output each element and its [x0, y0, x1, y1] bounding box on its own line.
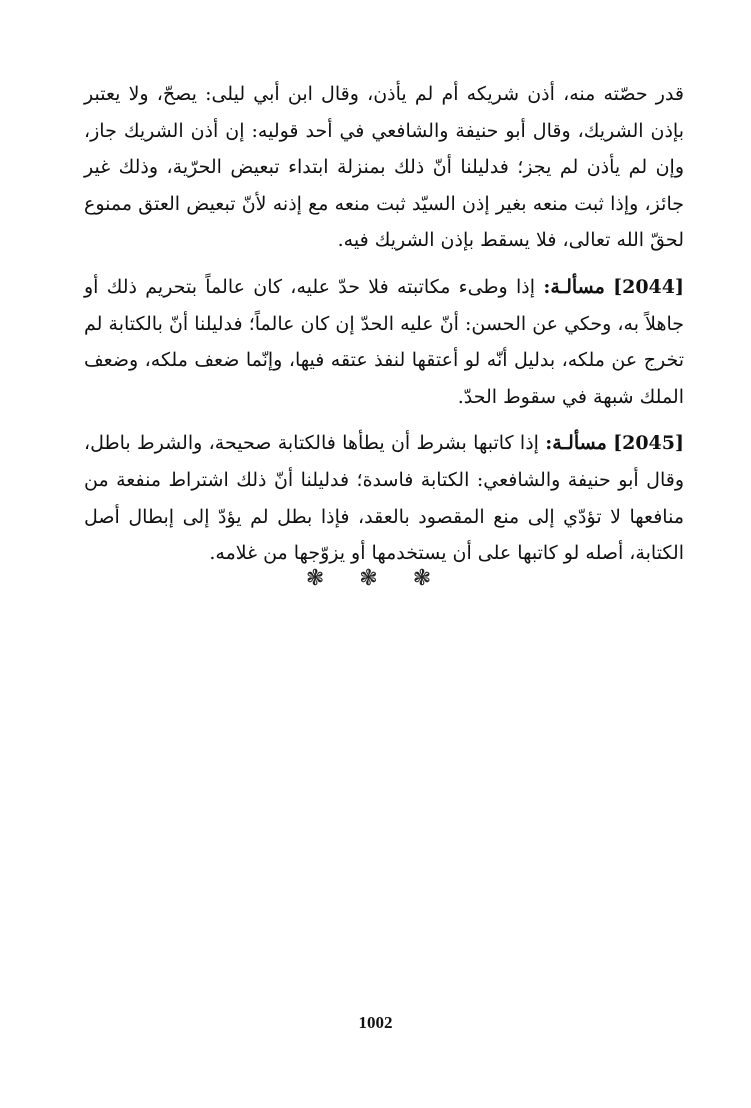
paragraph-issue-2044 — [84, 269, 684, 415]
issue-keyword: مسألـة: — [545, 432, 607, 455]
issue-number: [2044] — [613, 275, 684, 298]
paragraph-continuation — [84, 76, 684, 259]
page-number: 1002 — [358, 1013, 393, 1032]
paragraph-issue-2045 — [84, 425, 684, 571]
paragraph-text: إذا كاتبها بشرط أن يطأها فالكتابة صحيحة، والشرط باطل، وقال أبو حنيفة والشافعي: الكتابة فاسدة؛ فدليلنا أنّ ذلك اشتراط منفعة من منافعها لا تؤدّي إلى منع المقصود بالعقد، فإذا بطل لم يؤدّ إلى إبطال أصل الكتابة، أصله لو كاتبها على أن يستخدمها أو يزوّجها من غلامه. — [84, 432, 684, 565]
issue-keyword: مسألـة: — [543, 275, 605, 298]
paragraph-text: إذا وطىء مكاتبته فلا حدّ عليه، كان عالماً بتحريم ذلك أو جاهلاً به، وحكي عن الحسن: أنّ عليه الحدّ إن كان عالماً؛ فدليلنا أنّ بالكتابة لم تخرج عن ملكه، بدليل أنّه لو أعتقها لنفذ عتقه فيها، وإنّما ضعف ملكه، وضعف الملك شبهة في سقوط الحدّ. — [84, 275, 684, 408]
section-end-ornament-icon: ❃ ❃ ❃ — [305, 566, 446, 591]
page-body — [84, 76, 684, 582]
issue-number: [2045] — [613, 432, 684, 455]
paragraph-text: قدر حصّته منه، أذن شريكه أم لم يأذن، وقال ابن أبي ليلى: يصحّ، ولا يعتبر بإذن الشريك، وقال أبو حنيفة والشافعي في أحد قوليه: إن أذن الشريك جاز، وإن لم يأذن لم يجز؛ فدليلنا أنّ ذلك بمنزلة ابتداء تبعيض الحرّية، وذلك غير جائز، وإذا ثبت منعه بغير إذن السيّد ثبت منعه مع إذنه لأنّ تبعيض العتق ممنوع لحقّ الله تعالى، فلا يسقط بإذن الشريك فيه. — [84, 83, 684, 252]
